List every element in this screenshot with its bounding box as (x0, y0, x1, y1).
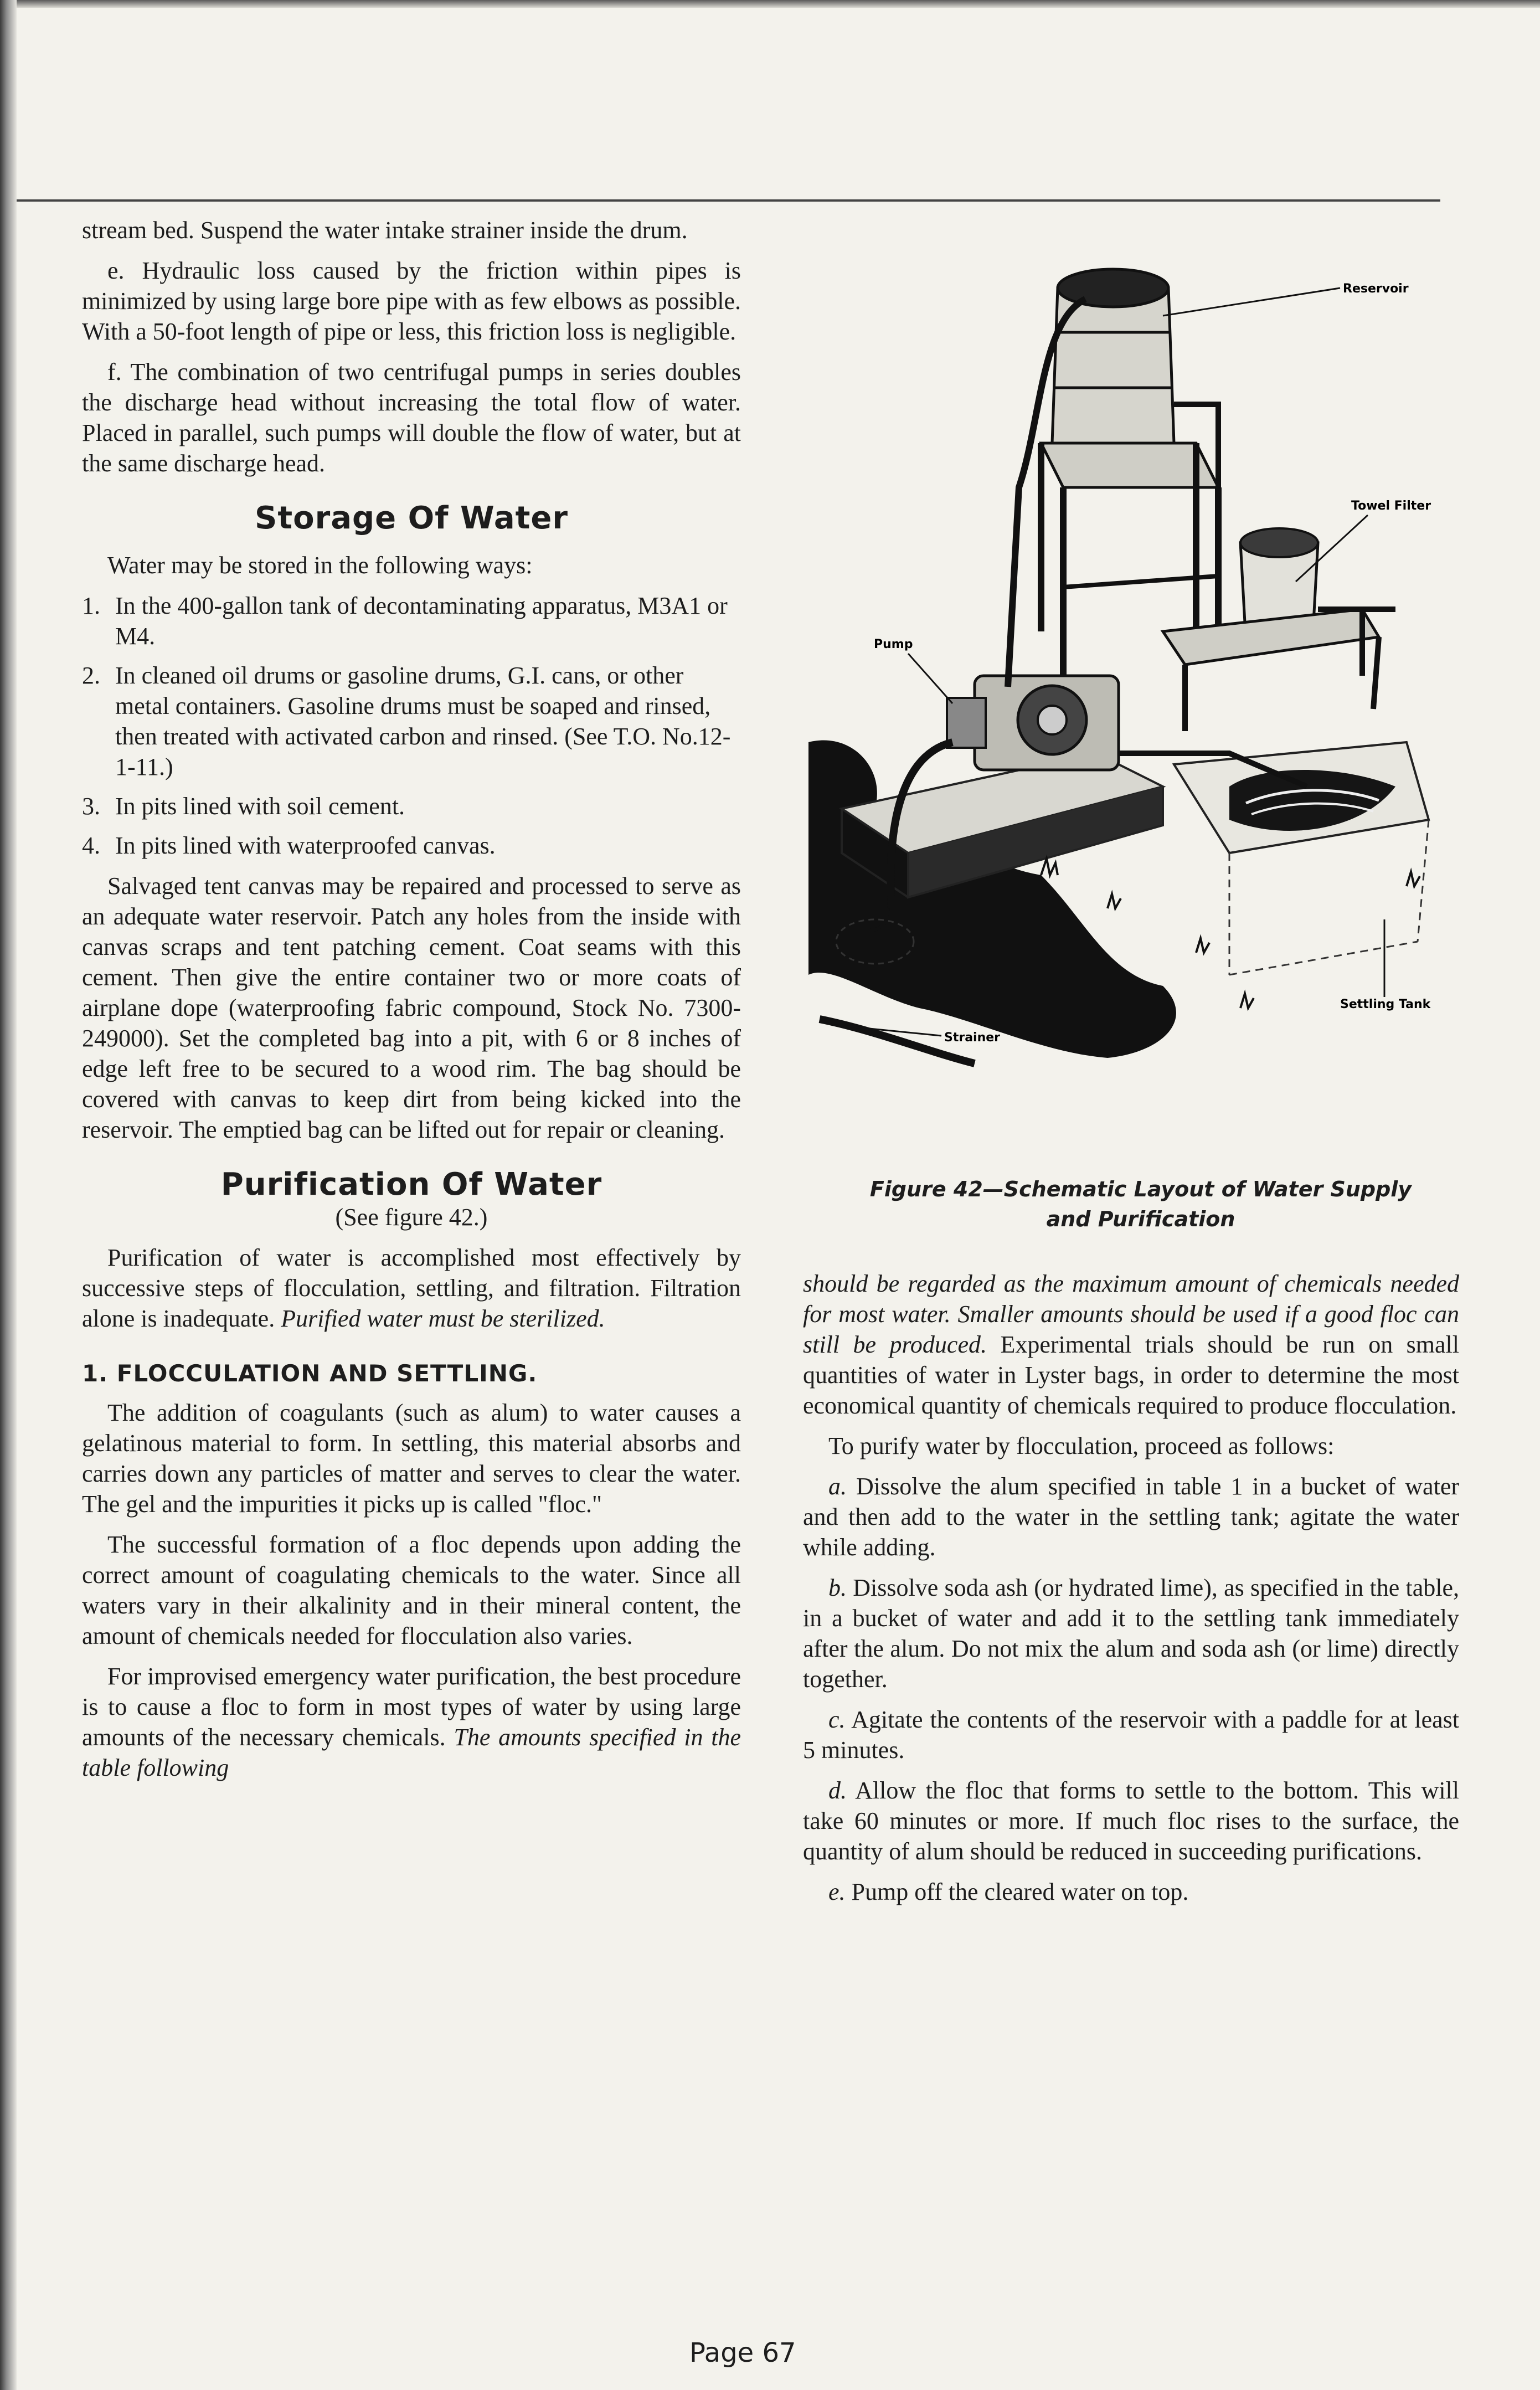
left-column (82, 215, 741, 1793)
storage-heading: Storage Of Water (255, 500, 568, 536)
step-a: a. Dissolve the alum specified in table 1 in a bucket of water and then add to the water in the settling tank; agitate the water while adding. (803, 1473, 1459, 1561)
caption-line-1: Figure 42—Schematic Layout of Water Supply (869, 1177, 1412, 1201)
figure-caption (864, 1174, 1418, 1234)
paragraph-intro: stream bed. Suspend the water intake strainer inside the drum. (82, 217, 688, 244)
label-strainer: Strainer (944, 1031, 1001, 1045)
step-e: e. Pump off the cleared water on top. (828, 1878, 1189, 1905)
paragraph-e: e. Hydraulic loss caused by the friction within pipes is minimized by using large bore pipe with as few elbows as possible. With a 50-foot length of pipe or less, this friction loss is negligible. (82, 257, 741, 345)
paragraph-canvas: Salvaged tent canvas may be repaired and processed to serve as an adequate water reservoir. Patch any holes from the inside with canvas scraps and tent patching cement. Coat seams with this cement. Then give the entire container two or more coats of airplane dope (waterproofing fabric compound, Stock No. 7300-249000). Set the completed bag into a pit, with 6 or 8 inches of edge left free to be secured to a wood rim. The bag should be covered with canvas to keep dirt from being kicked into the reservoir. The emptied bag can be lifted out for repair or cleaning. (82, 872, 741, 1143)
storage-intro: Water may be stored in the following ways: (107, 552, 533, 579)
step-b: b. Dissolve soda ash (or hydrated lime), as specified in the table, in a bucket of water and add it to the settling tank immediately after the alum. Do not mix the alum and soda ash (or lime) directly together. (803, 1574, 1460, 1693)
step-c: c. Agitate the contents of the reservoir with a paddle for at least 5 minutes. (803, 1706, 1459, 1764)
caption-line-2: and Purification (1046, 1207, 1235, 1231)
paragraph-floc-2: The successful formation of a floc depends upon adding the correct amount of coagulating chemicals to the water. Since all waters vary in their alkalinity and in their mineral content, the amount of chemicals needed for flocculation also varies. (82, 1531, 741, 1649)
label-settling-tank: Settling Tank (1340, 998, 1431, 1011)
list-item: 2. In cleaned oil drums or gasoline drums, G.I. cans, or other metal containers. Gasoline drums must be soaped and rinsed, then treated with activated carbon and rinsed. (See T.O. No.12-1-11.) (82, 662, 731, 780)
list-item: 3. In pits lined with soil cement. (82, 793, 405, 820)
page-left-edge (0, 0, 17, 2390)
label-towel-filter: Towel Filter (1351, 499, 1431, 513)
right-column (803, 1268, 1459, 1917)
step-d: d. Allow the floc that forms to settle to the bottom. This will take 60 minutes or more. If much floc rises to the surface, the quantity of alum should be reduced in succeeding purifications. (803, 1777, 1460, 1865)
page-top-edge (0, 0, 1540, 8)
paragraph-continuation: should be regarded as the maximum amount of chemicals needed for most water. Smaller amounts should be used if a good floc can still be produced. Experimental trials should be run on small quantities of water in Lyster bags, in order to determine the most economical quantity of chemicals required to produce flocculation. (803, 1270, 1459, 1419)
label-reservoir: Reservoir (1343, 282, 1409, 296)
flocculation-heading: 1. FLOCCULATION AND SETTLING. (82, 1360, 538, 1387)
header-rule (17, 199, 1440, 202)
paragraph-f: f. The combination of two centrifugal pumps in series doubles the discharge head without increasing the total flow of water. Placed in parallel, such pumps will double the flow of water, but at the same discharge head. (82, 358, 741, 477)
purification-heading: Purification Of Water (220, 1166, 602, 1202)
paragraph-floc-1: The addition of coagulants (such as alum) to water causes a gelatinous material to form. In settling, this material absorbs and carries down any particles of matter and serves to clear the water. The gel and the impurities it picks up is called "floc." (82, 1399, 741, 1518)
paragraph-floc-3: For improvised emergency water purification, the best procedure is to cause a floc to form in most types of water by using large amounts of the necessary chemicals. The amounts specified in the table following (82, 1663, 741, 1781)
storage-list (82, 590, 741, 861)
figure-reference: (See figure 42.) (335, 1204, 488, 1231)
page-number: Page 67 (689, 2337, 796, 2368)
list-item: 4. In pits lined with waterproofed canvas. (82, 832, 496, 859)
paragraph-purification: Purification of water is accomplished most effectively by successive steps of flocculation, settling, and filtration. Filtration alone is inadequate. Purified water must be sterilized. (82, 1244, 741, 1332)
label-pump: Pump (874, 638, 913, 651)
water-supply-illustration (808, 255, 1440, 1086)
list-item: 1. In the 400-gallon tank of decontaminating apparatus, M3A1 or M4. (82, 592, 728, 650)
paragraph-proceed: To purify water by flocculation, proceed as follows: (828, 1432, 1335, 1459)
